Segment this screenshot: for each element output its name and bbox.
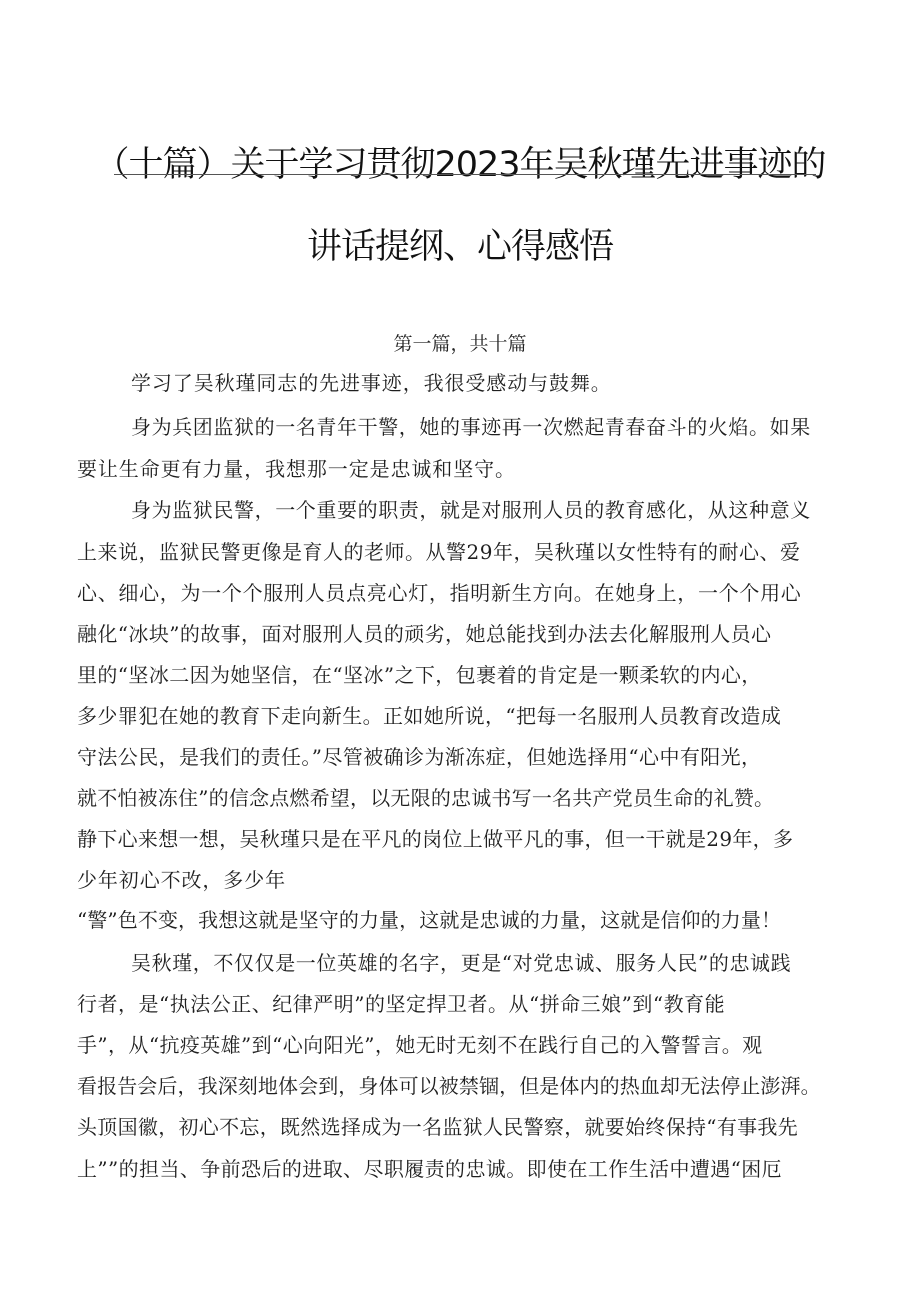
paragraph-line: 多少罪犯在她的教育下走向新生。正如她所说，“把每一名服刑人员教育改造成: [77, 704, 782, 728]
paragraph-line: 吴秋瑾，不仅仅是一位英雄的名字，更是“对党忠诚、服务人民”的忠诚践: [131, 951, 792, 975]
paragraph-line: 要让生命更有力量，我想那一定是忠诚和坚守。: [77, 457, 516, 481]
document-title-line-2: 讲话提纲、心得感悟: [306, 227, 613, 267]
title-underline: [114, 174, 816, 175]
document-title-line-1: （十篇）关于学习贯彻2023年吴秋瑾先进事迹的: [94, 145, 826, 185]
paragraph-line: 行者，是“执法公正、纪律严明”的坚定捍卫者。从“拼命三娘”到“教育能: [77, 992, 726, 1016]
paragraph-line: 身为监狱民警，一个重要的职责，就是对服刑人员的教育感化，从这种意义: [131, 498, 811, 522]
paragraph-line: 头顶国徽，初心不忘，既然选择成为一名监狱人民警察，就要始终保持“有事我先: [77, 1115, 799, 1139]
paragraph-line: 看报告会后，我深刻地体会到，身体可以被禁锢，但是体内的热血却无法停止澎湃。: [77, 1074, 821, 1098]
paragraph-line: 手”，从“抗疫英雄”到“心向阳光”，她无时无刻不在践行自己的入警誓言。观: [77, 1033, 763, 1057]
paragraph-line: 融化“冰块”的故事，面对服刑人员的顽劣，她总能找到办法去化解服刑人员心: [77, 622, 772, 646]
paragraph-line: 身为兵团监狱的一名青年干警，她的事迹再一次燃起青春奋斗的火焰。如果: [131, 415, 811, 439]
paragraph-line: 少年初心不改，多少年: [77, 868, 286, 892]
paragraph-line: 心、细心，为一个个服刑人员点亮心灯，指明新生方向。在她身上，一个个用心: [77, 581, 802, 605]
paragraph-line: 就不怕被冻住”的信念点燃希望，以无限的忠诚书写一名共产党员生命的礼赞。: [77, 786, 775, 810]
paragraph-line: 守法公民，是我们的责任。”尽管被确诊为渐冻症，但她选择用“心中有阳光，: [77, 745, 762, 769]
paragraph-line: “警”色不变，我想这就是坚守的力量，这就是忠诚的力量，这就是信仰的力量！: [77, 908, 782, 932]
section-subtitle: 第一篇，共十篇: [393, 333, 527, 355]
paragraph-line: 上来说，监狱民警更像是育人的老师。从警29年，吴秋瑾以女性特有的耐心、爱: [77, 540, 801, 564]
paragraph-line: 学习了吴秋瑾同志的先进事迹，我很受感动与鼓舞。: [131, 371, 612, 395]
paragraph-line: 静下心来想一想，吴秋瑾只是在平凡的岗位上做平凡的事，但一干就是29年，多: [77, 827, 794, 851]
paragraph-line: 上””的担当、争前恐后的进取、尽职履责的忠诚。即使在工作生活中遭遇“困厄: [77, 1157, 783, 1181]
paragraph-line: 里的“坚冰二因为她坚信，在“坚冰”之下，包裹着的肯定是一颗柔软的内心，: [77, 663, 762, 687]
